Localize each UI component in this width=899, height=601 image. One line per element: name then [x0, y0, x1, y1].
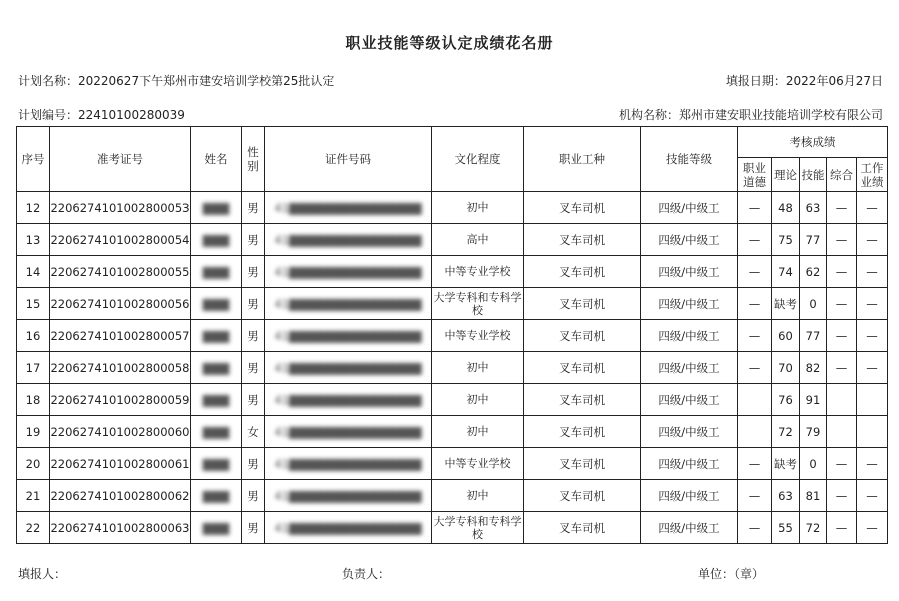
cell-exam-id: 2206274101002800057 [50, 320, 191, 352]
cell-comprehensive: — [827, 512, 857, 544]
table-row [17, 480, 888, 512]
cell-seq: 20 [17, 448, 50, 480]
cell-id-number: 41▇▇▇▇▇▇▇▇▇▇▇▇▇▇▇ [265, 224, 432, 256]
table-row [17, 256, 888, 288]
cell-name: ▇▇▇ [191, 320, 242, 352]
cell-level: 四级/中级工 [641, 256, 738, 288]
table-row [17, 416, 888, 448]
cell-education: 初中 [432, 384, 524, 416]
cell-gender: 男 [242, 288, 265, 320]
cell-seq: 15 [17, 288, 50, 320]
cell-seq: 19 [17, 416, 50, 448]
cell-exam-id: 2206274101002800062 [50, 480, 191, 512]
cell-performance: — [857, 256, 888, 288]
cell-ethics: — [738, 320, 772, 352]
cell-gender: 男 [242, 448, 265, 480]
document-title: 职业技能等级认定成绩花名册 [345, 34, 554, 52]
cell-exam-id: 2206274101002800054 [50, 224, 191, 256]
cell-education: 初中 [432, 352, 524, 384]
header-name: 姓名 [191, 127, 242, 192]
cell-seq: 22 [17, 512, 50, 544]
cell-education: 初中 [432, 480, 524, 512]
cell-exam-id: 2206274101002800063 [50, 512, 191, 544]
cell-education: 初中 [432, 192, 524, 224]
cell-skill: 63 [800, 192, 827, 224]
cell-exam-id: 220627410100280005З [50, 192, 191, 224]
cell-name: ▇▇▇ [191, 512, 242, 544]
header-job: 职业工种 [524, 127, 641, 192]
cell-performance: — [857, 288, 888, 320]
cell-seq: 12 [17, 192, 50, 224]
cell-level: 四级/中级工 [641, 352, 738, 384]
cell-id-number: 41▇▇▇▇▇▇▇▇▇▇▇▇▇▇▇ [265, 416, 432, 448]
header-id-number: 证件号码 [265, 127, 432, 192]
cell-level: 四级/中级工 [641, 480, 738, 512]
fill-date: 填报日期：2022年06月27日 [725, 74, 883, 88]
cell-job: 叉车司机 [524, 384, 641, 416]
cell-id-number: 41▇▇▇▇▇▇▇▇▇▇▇▇▇▇▇ [265, 288, 432, 320]
table-row [17, 288, 888, 320]
cell-id-number: 41▇▇▇▇▇▇▇▇▇▇▇▇▇▇▇ [265, 448, 432, 480]
cell-id-number: 41▇▇▇▇▇▇▇▇▇▇▇▇▇▇▇ [265, 480, 432, 512]
header-education: 文化程度 [432, 127, 524, 192]
cell-level: 四级/中级工 [641, 320, 738, 352]
cell-gender: 男 [242, 224, 265, 256]
cell-ethics: — [738, 480, 772, 512]
cell-name: ▇▇▇ [191, 384, 242, 416]
cell-skill: 79 [800, 416, 827, 448]
cell-theory: 60 [772, 320, 800, 352]
cell-theory: 48 [772, 192, 800, 224]
cell-performance: — [857, 352, 888, 384]
cell-performance: — [857, 512, 888, 544]
table-row [17, 384, 888, 416]
cell-performance: — [857, 224, 888, 256]
cell-theory: 缺考 [772, 288, 800, 320]
cell-seq: 17 [17, 352, 50, 384]
cell-skill: 0 [800, 448, 827, 480]
cell-theory: 74 [772, 256, 800, 288]
cell-skill: 62 [800, 256, 827, 288]
cell-job: 叉车司机 [524, 352, 641, 384]
cell-comprehensive: — [827, 320, 857, 352]
cell-seq: 16 [17, 320, 50, 352]
cell-gender: 男 [242, 320, 265, 352]
cell-ethics: — [738, 448, 772, 480]
cell-skill: 82 [800, 352, 827, 384]
cell-comprehensive: — [827, 256, 857, 288]
cell-name: ▇▇▇ [191, 192, 242, 224]
cell-theory: 72 [772, 416, 800, 448]
cell-performance: — [857, 480, 888, 512]
table-row [17, 192, 888, 224]
cell-job: 叉车司机 [524, 448, 641, 480]
cell-ethics: — [738, 512, 772, 544]
header-performance: 工作业绩 [857, 158, 888, 192]
header-skill: 技能 [800, 158, 827, 192]
cell-education: 高中 [432, 224, 524, 256]
header-exam-id: 准考证号 [50, 127, 191, 192]
cell-exam-id: 2206274101002800058 [50, 352, 191, 384]
cell-gender: 女 [242, 416, 265, 448]
header-gender: 性别 [242, 127, 265, 192]
cell-gender: 男 [242, 192, 265, 224]
cell-seq: 21 [17, 480, 50, 512]
cell-ethics: — [738, 288, 772, 320]
cell-name: ▇▇▇ [191, 416, 242, 448]
cell-name: ▇▇▇ [191, 448, 242, 480]
cell-skill: 81 [800, 480, 827, 512]
header-theory: 理论 [772, 158, 800, 192]
cell-ethics: — [738, 224, 772, 256]
header-comprehensive: 综合 [827, 158, 857, 192]
cell-performance [857, 416, 888, 448]
cell-name: ▇▇▇ [191, 480, 242, 512]
cell-performance [857, 384, 888, 416]
cell-job: 叉车司机 [524, 192, 641, 224]
cell-comprehensive: — [827, 480, 857, 512]
cell-gender: 男 [242, 480, 265, 512]
plan-name: 计划名称：20220627下午郑州市建安培训学校第25批认定 [18, 74, 335, 88]
cell-name: ▇▇▇ [191, 224, 242, 256]
cell-seq: 13 [17, 224, 50, 256]
plan-number: 计划编号：22410100280039 [18, 108, 185, 122]
cell-level: 四级/中级工 [641, 384, 738, 416]
footer-filler: 填报人： [18, 567, 67, 581]
cell-id-number: 41▇▇▇▇▇▇▇▇▇▇▇▇▇▇▇ [265, 320, 432, 352]
cell-level: 四级/中级工 [641, 512, 738, 544]
cell-education: 中等专业学校 [432, 320, 524, 352]
cell-skill: 72 [800, 512, 827, 544]
cell-job: 叉车司机 [524, 288, 641, 320]
cell-skill: 77 [800, 224, 827, 256]
cell-skill: 91 [800, 384, 827, 416]
header-seq: 序号 [17, 127, 50, 192]
cell-theory: 70 [772, 352, 800, 384]
cell-performance: — [857, 192, 888, 224]
cell-theory: 75 [772, 224, 800, 256]
table-row [17, 512, 888, 544]
cell-level: 四级/中级工 [641, 416, 738, 448]
cell-level: 四级/中级工 [641, 448, 738, 480]
cell-comprehensive: — [827, 288, 857, 320]
cell-ethics: — [738, 256, 772, 288]
cell-comprehensive: — [827, 352, 857, 384]
cell-comprehensive: — [827, 192, 857, 224]
cell-skill: 0 [800, 288, 827, 320]
cell-exam-id: 2206274101002800055 [50, 256, 191, 288]
cell-skill: 77 [800, 320, 827, 352]
cell-education: 大学专科和专科学校 [432, 512, 524, 544]
cell-exam-id: 2206274101002800061 [50, 448, 191, 480]
cell-exam-id: 2206274101002800059 [50, 384, 191, 416]
cell-id-number: 41▇▇▇▇▇▇▇▇▇▇▇▇▇▇▇ [265, 256, 432, 288]
cell-name: ▇▇▇ [191, 288, 242, 320]
cell-level: 四级/中级工 [641, 224, 738, 256]
cell-gender: 男 [242, 512, 265, 544]
cell-job: 叉车司机 [524, 416, 641, 448]
score-roster-table [16, 126, 888, 544]
cell-exam-id: 2206274101002800056 [50, 288, 191, 320]
cell-education: 中等专业学校 [432, 256, 524, 288]
cell-ethics [738, 416, 772, 448]
cell-exam-id: 2206274101002800060 [50, 416, 191, 448]
cell-comprehensive: — [827, 448, 857, 480]
cell-gender: 男 [242, 256, 265, 288]
cell-job: 叉车司机 [524, 512, 641, 544]
cell-ethics: — [738, 192, 772, 224]
cell-name: ▇▇▇ [191, 256, 242, 288]
cell-id-number: 41▇▇▇▇▇▇▇▇▇▇▇▇▇▇▇ [265, 352, 432, 384]
cell-comprehensive [827, 416, 857, 448]
header-scores: 考核成绩 [738, 127, 888, 158]
cell-gender: 男 [242, 352, 265, 384]
cell-job: 叉车司机 [524, 480, 641, 512]
cell-performance: — [857, 448, 888, 480]
cell-theory: 76 [772, 384, 800, 416]
cell-id-number: 41▇▇▇▇▇▇▇▇▇▇▇▇▇▇▇ [265, 192, 432, 224]
table-row [17, 224, 888, 256]
cell-gender: 男 [242, 384, 265, 416]
cell-seq: 18 [17, 384, 50, 416]
cell-job: 叉车司机 [524, 256, 641, 288]
cell-id-number: 41▇▇▇▇▇▇▇▇▇▇▇▇▇▇▇ [265, 512, 432, 544]
header-level: 技能等级 [641, 127, 738, 192]
cell-job: 叉车司机 [524, 320, 641, 352]
cell-theory: 55 [772, 512, 800, 544]
cell-name: ▇▇▇ [191, 352, 242, 384]
cell-ethics [738, 384, 772, 416]
cell-id-number: 41▇▇▇▇▇▇▇▇▇▇▇▇▇▇▇ [265, 384, 432, 416]
org-name: 机构名称：郑州市建安职业技能培训学校有限公司 [618, 108, 883, 122]
cell-theory: 63 [772, 480, 800, 512]
footer-responsible: 负责人： [342, 567, 391, 581]
table-row [17, 352, 888, 384]
footer-unit: 单位：（章） [698, 567, 765, 581]
header-ethics: 职业道德 [738, 158, 772, 192]
table-row [17, 448, 888, 480]
cell-ethics: — [738, 352, 772, 384]
cell-comprehensive [827, 384, 857, 416]
cell-performance: — [857, 320, 888, 352]
cell-comprehensive: — [827, 224, 857, 256]
cell-theory: 缺考 [772, 448, 800, 480]
cell-seq: 14 [17, 256, 50, 288]
table-row [17, 320, 888, 352]
cell-education: 初中 [432, 416, 524, 448]
cell-level: 四级/中级工 [641, 192, 738, 224]
cell-level: 四级/中级工 [641, 288, 738, 320]
cell-education: 大学专科和专科学校 [432, 288, 524, 320]
cell-job: 叉车司机 [524, 224, 641, 256]
cell-education: 中等专业学校 [432, 448, 524, 480]
